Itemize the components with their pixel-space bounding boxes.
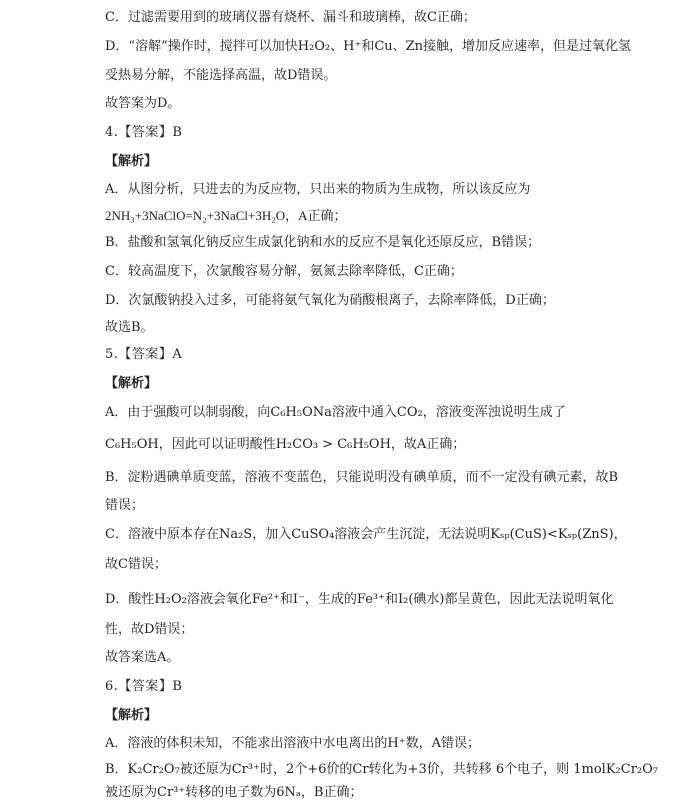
text-line: 故C错误； <box>105 557 167 572</box>
text-line: 被还原为Cr³⁺转移的电子数为6Nₐ，B正确； <box>105 785 363 800</box>
text-line: B．K₂Cr₂O₇被还原为Cr³⁺时，2个+6价的Cr转化为+3价，共转移 6个电子，则 1molK₂Cr₂O₇ <box>105 762 658 777</box>
text-line: A．由于强酸可以制弱酸，向C₆H₅ONa溶液中通入CO₂，溶液变浑浊说明生成了 <box>105 405 566 420</box>
analysis-heading: 【解析】 <box>105 708 158 723</box>
text-line: D．“溶解”操作时，搅拌可以加快H₂O₂、H⁺和Cu、Zn接触，增加反应速率，但是过氧化氢 <box>105 39 632 54</box>
text-line: C．过滤需要用到的玻璃仪器有烧杯、漏斗和玻璃棒，故C正确； <box>105 10 476 25</box>
answer-heading: 4.【答案】B <box>105 125 183 140</box>
text-line: B．盐酸和氢氧化钠反应生成氯化钠和水的反应不是氧化还原反应，B错误； <box>105 235 541 250</box>
text-line: 受热易分解，不能选择高温，故D错误。 <box>105 68 337 83</box>
answer-heading: 5.【答案】A <box>105 347 183 362</box>
text-line: D．酸性H₂O₂溶液会氧化Fe²⁺和I⁻，生成的Fe³⁺和I₂(碘水)都呈黄色，因此无法说明氧化 <box>105 592 614 607</box>
analysis-heading: 【解析】 <box>105 376 158 391</box>
text-line: 故选B。 <box>105 320 154 335</box>
text-line: C₆H₅OH，因此可以证明酸性H₂CO₃ > C₆H₅OH，故A正确； <box>105 437 466 452</box>
text-line: 故答案为D。 <box>105 96 181 111</box>
text-line: 性，故D错误； <box>105 622 194 637</box>
text-line: A．溶液的体积未知，不能求出溶液中水电离出的H⁺数，A错误； <box>105 736 480 751</box>
equation-line: 2NH₃+3NaClO=N₂+3NaCl+3H₂O，A正确； <box>105 208 347 223</box>
text-line: D．次氯酸钠投入过多，可能将氨气氧化为硝酸根离子，去除率降低，D正确； <box>105 293 555 308</box>
text-line: C．溶液中原本存在Na₂S，加入CuSO₄溶液会产生沉淀，无法说明Kₛₚ(CuS)<Kₛₚ(ZnS)， <box>105 527 627 542</box>
text-line: A．从图分析，只进去的为反应物，只出来的物质为生成物，所以该反应为 <box>105 182 531 197</box>
text-line: B．淀粉遇碘单质变蓝，溶液不变蓝色，只能说明没有碘单质，而不一定没有碘元素，故B <box>105 470 619 485</box>
analysis-heading: 【解析】 <box>105 154 158 169</box>
text-line: 错误； <box>105 498 145 513</box>
text-line: 故答案选A。 <box>105 650 180 665</box>
text-line: C．较高温度下，次氯酸容易分解，氨氮去除率降低，C正确； <box>105 264 463 279</box>
answer-heading: 6.【答案】B <box>105 679 183 694</box>
